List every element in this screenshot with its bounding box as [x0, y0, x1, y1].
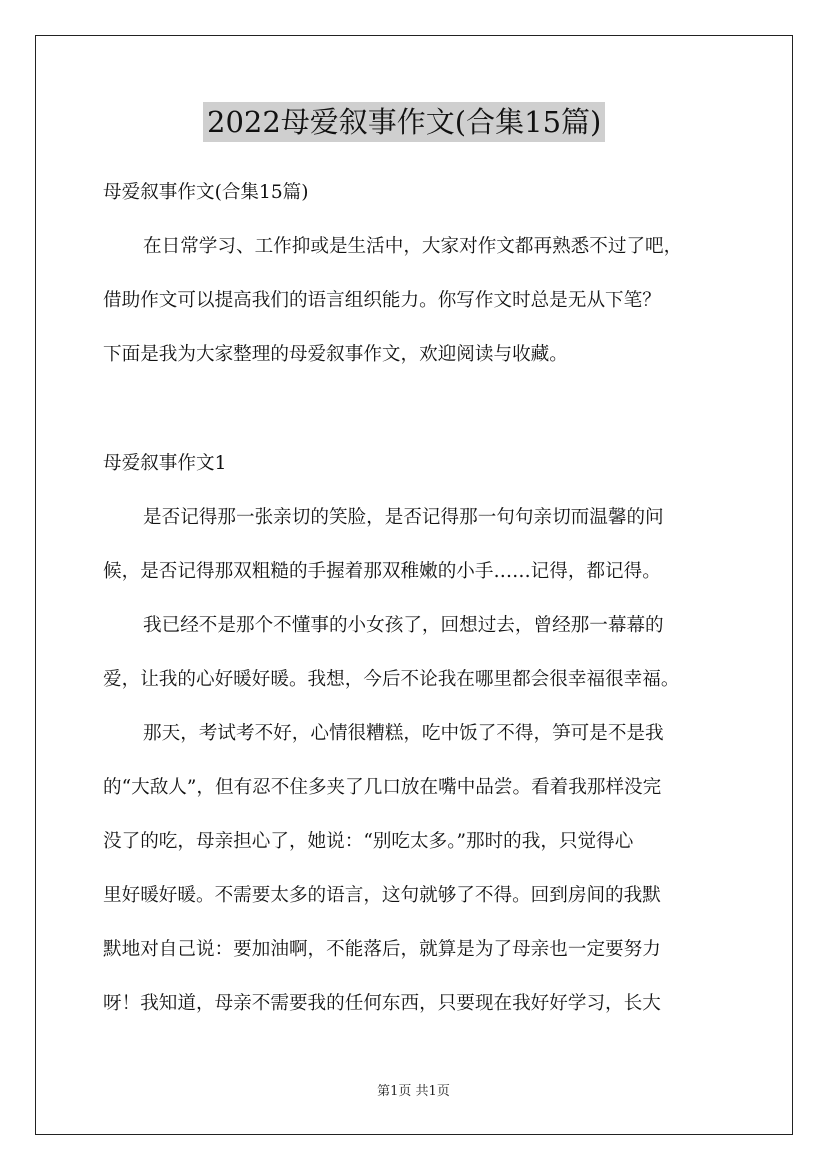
paragraph-line: 我已经不是那个不懂事的小女孩了，回想过去，曾经那一幕幕的	[143, 615, 664, 636]
paragraph-2	[103, 599, 729, 707]
intro-line: 借助作文可以提高我们的语言组织能力。你写作文时总是无从下笔？	[103, 290, 661, 311]
paragraph-line: 那天，考试考不好，心情很糟糕，吃中饭了不得，笋可是不是我	[143, 723, 664, 744]
intro-line: 下面是我为大家整理的母爱叙事作文，欢迎阅读与收藏。	[103, 344, 568, 365]
intro-paragraph	[103, 220, 729, 382]
paragraph-line: 没了的吃，母亲担心了，她说：“别吃太多。”那时的我，只觉得心	[103, 831, 634, 852]
intro-line: 在日常学习、工作抑或是生活中，大家对作文都再熟悉不过了吧，	[143, 236, 683, 257]
paragraph-line: 的“大敌人”，但有忍不住多夹了几口放在嘴中品尝。看着我那样没完	[103, 777, 662, 798]
paragraph-3	[103, 707, 729, 1031]
paragraph-line: 里好暖好暖。不需要太多的语言，这句就够了不得。回到房间的我默	[103, 885, 661, 906]
paragraph-line: 默地对自己说：要加油啊，不能落后，就算是为了母亲也一定要努力	[103, 939, 661, 960]
document-title: 2022母爱叙事作文(合集15篇)	[203, 102, 605, 142]
paragraph-line: 候，是否记得那双粗糙的手握着那双稚嫩的小手……记得，都记得。	[103, 561, 661, 582]
document-subtitle: 母爱叙事作文(合集15篇)	[103, 182, 309, 203]
page-number-footer: 第1页 共1页	[377, 1084, 450, 1099]
paragraph-1	[103, 491, 729, 599]
paragraph-line: 呀！我知道，母亲不需要我的任何东西，只要现在我好好学习，长大	[103, 993, 661, 1014]
section-heading: 母爱叙事作文1	[103, 453, 227, 474]
paragraph-line: 爱，让我的心好暖好暖。我想，今后不论我在哪里都会很幸福很幸福。	[103, 669, 680, 690]
paragraph-line: 是否记得那一张亲切的笑脸，是否记得那一句句亲切而温馨的问	[143, 507, 664, 528]
